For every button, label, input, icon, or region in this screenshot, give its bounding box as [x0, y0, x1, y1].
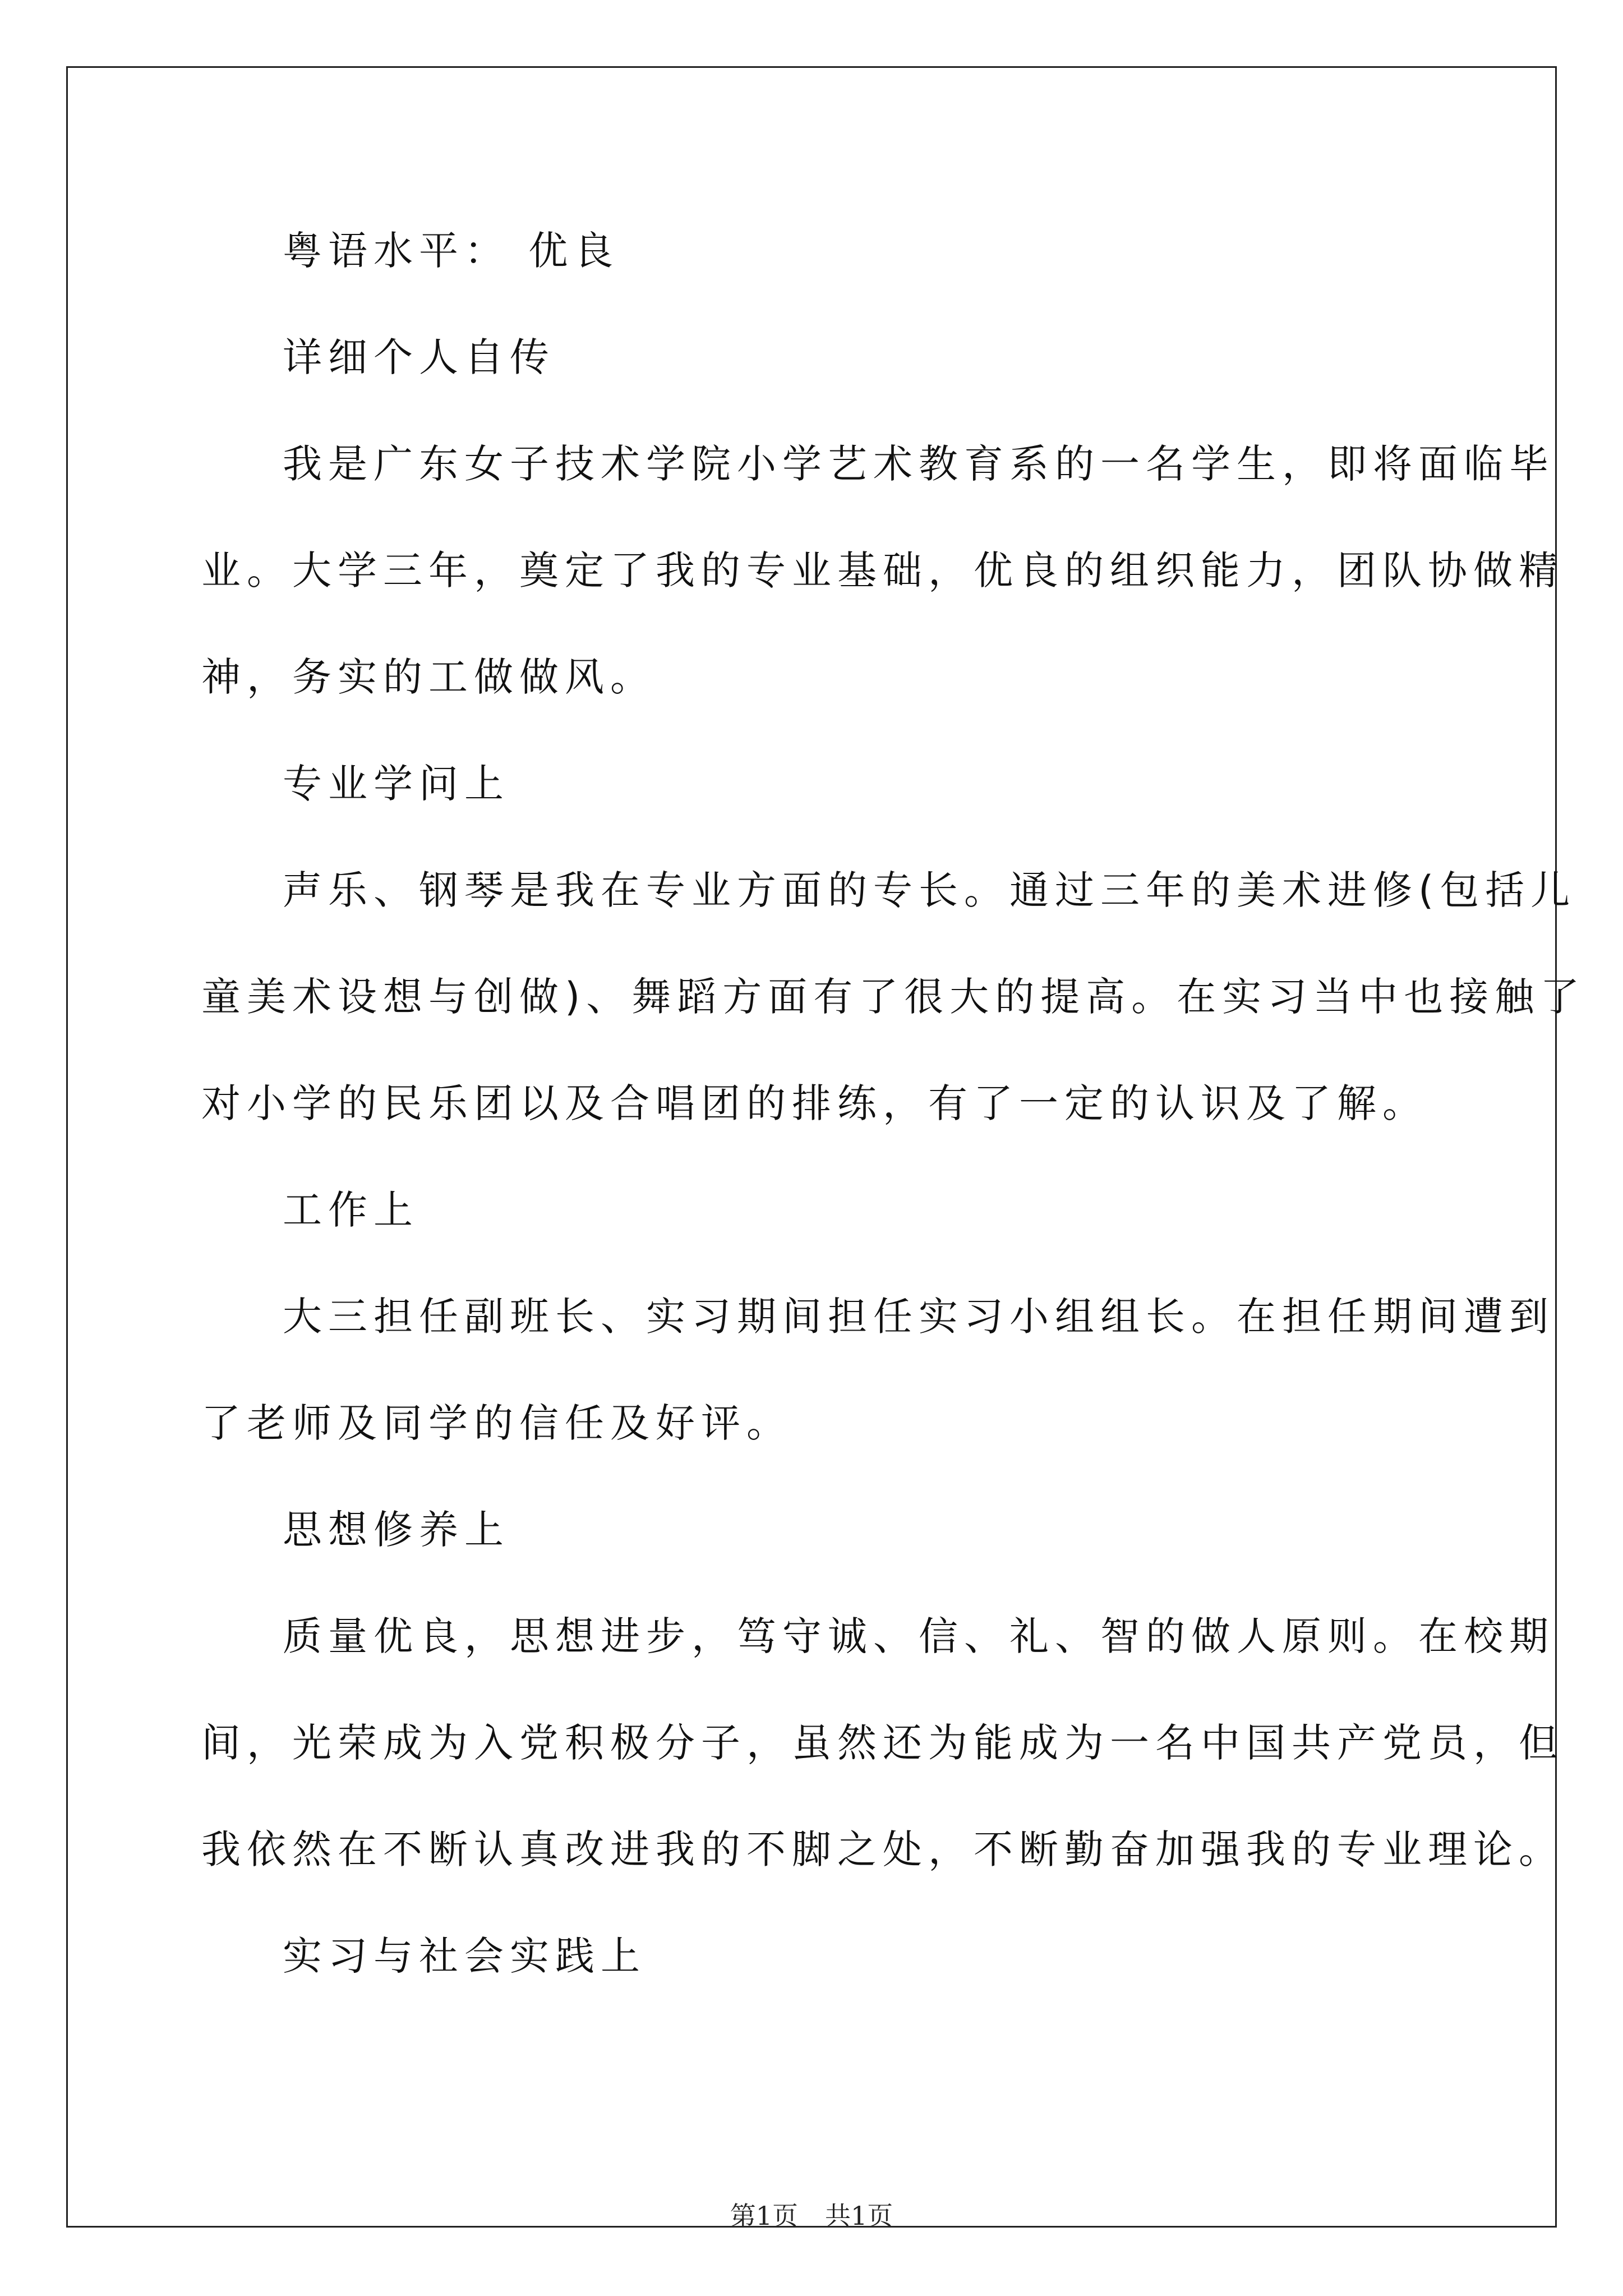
heading-work: 工作上	[283, 1187, 419, 1233]
heading-ideology: 思想修养上	[283, 1507, 510, 1553]
intro-line-3: 神，务实的工做做风。	[201, 654, 656, 700]
page-footer	[0, 2199, 1623, 2233]
ideology-line-2: 间，光荣成为入党积极分子，虽然还为能成为一名中国共产党员，但	[201, 1720, 1564, 1766]
heading-internship: 实习与社会实践上	[283, 1933, 646, 1979]
work-line-1: 大三担任副班长、实习期间担任实习小组组长。在担任期间遭到	[283, 1294, 1555, 1340]
ideology-line-3: 我依然在不断认真改进我的不脚之处，不断勤奋加强我的专业理论。	[201, 1826, 1564, 1872]
professional-line-1: 声乐、钢琴是我在专业方面的专长。通过三年的美术进修(包括儿	[283, 867, 1576, 913]
ideology-line-1: 质量优良，思想进步，笃守诚、信、礼、智的做人原则。在校期	[283, 1613, 1555, 1659]
intro-line-2: 业。大学三年，奠定了我的专业基础，优良的组织能力，团队协做精	[201, 547, 1564, 593]
heading-professional: 专业学问上	[283, 761, 510, 807]
intro-line-1: 我是广东女子技术学院小学艺术教育系的一名学生，即将面临毕	[283, 441, 1555, 487]
work-line-2: 了老师及同学的信任及好评。	[201, 1400, 792, 1446]
page-total: 共1页	[825, 2201, 893, 2231]
heading-autobiography: 详细个人自传	[283, 334, 555, 380]
professional-line-3: 对小学的民乐团以及合唱团的排练，有了一定的认识及了解。	[201, 1080, 1428, 1126]
page-number: 第1页	[730, 2201, 798, 2231]
line-cantonese-level: 粤语水平： 优良	[283, 228, 620, 274]
professional-line-2: 童美术设想与创做)、舞蹈方面有了很大的提高。在实习当中也接触了	[201, 974, 1586, 1020]
